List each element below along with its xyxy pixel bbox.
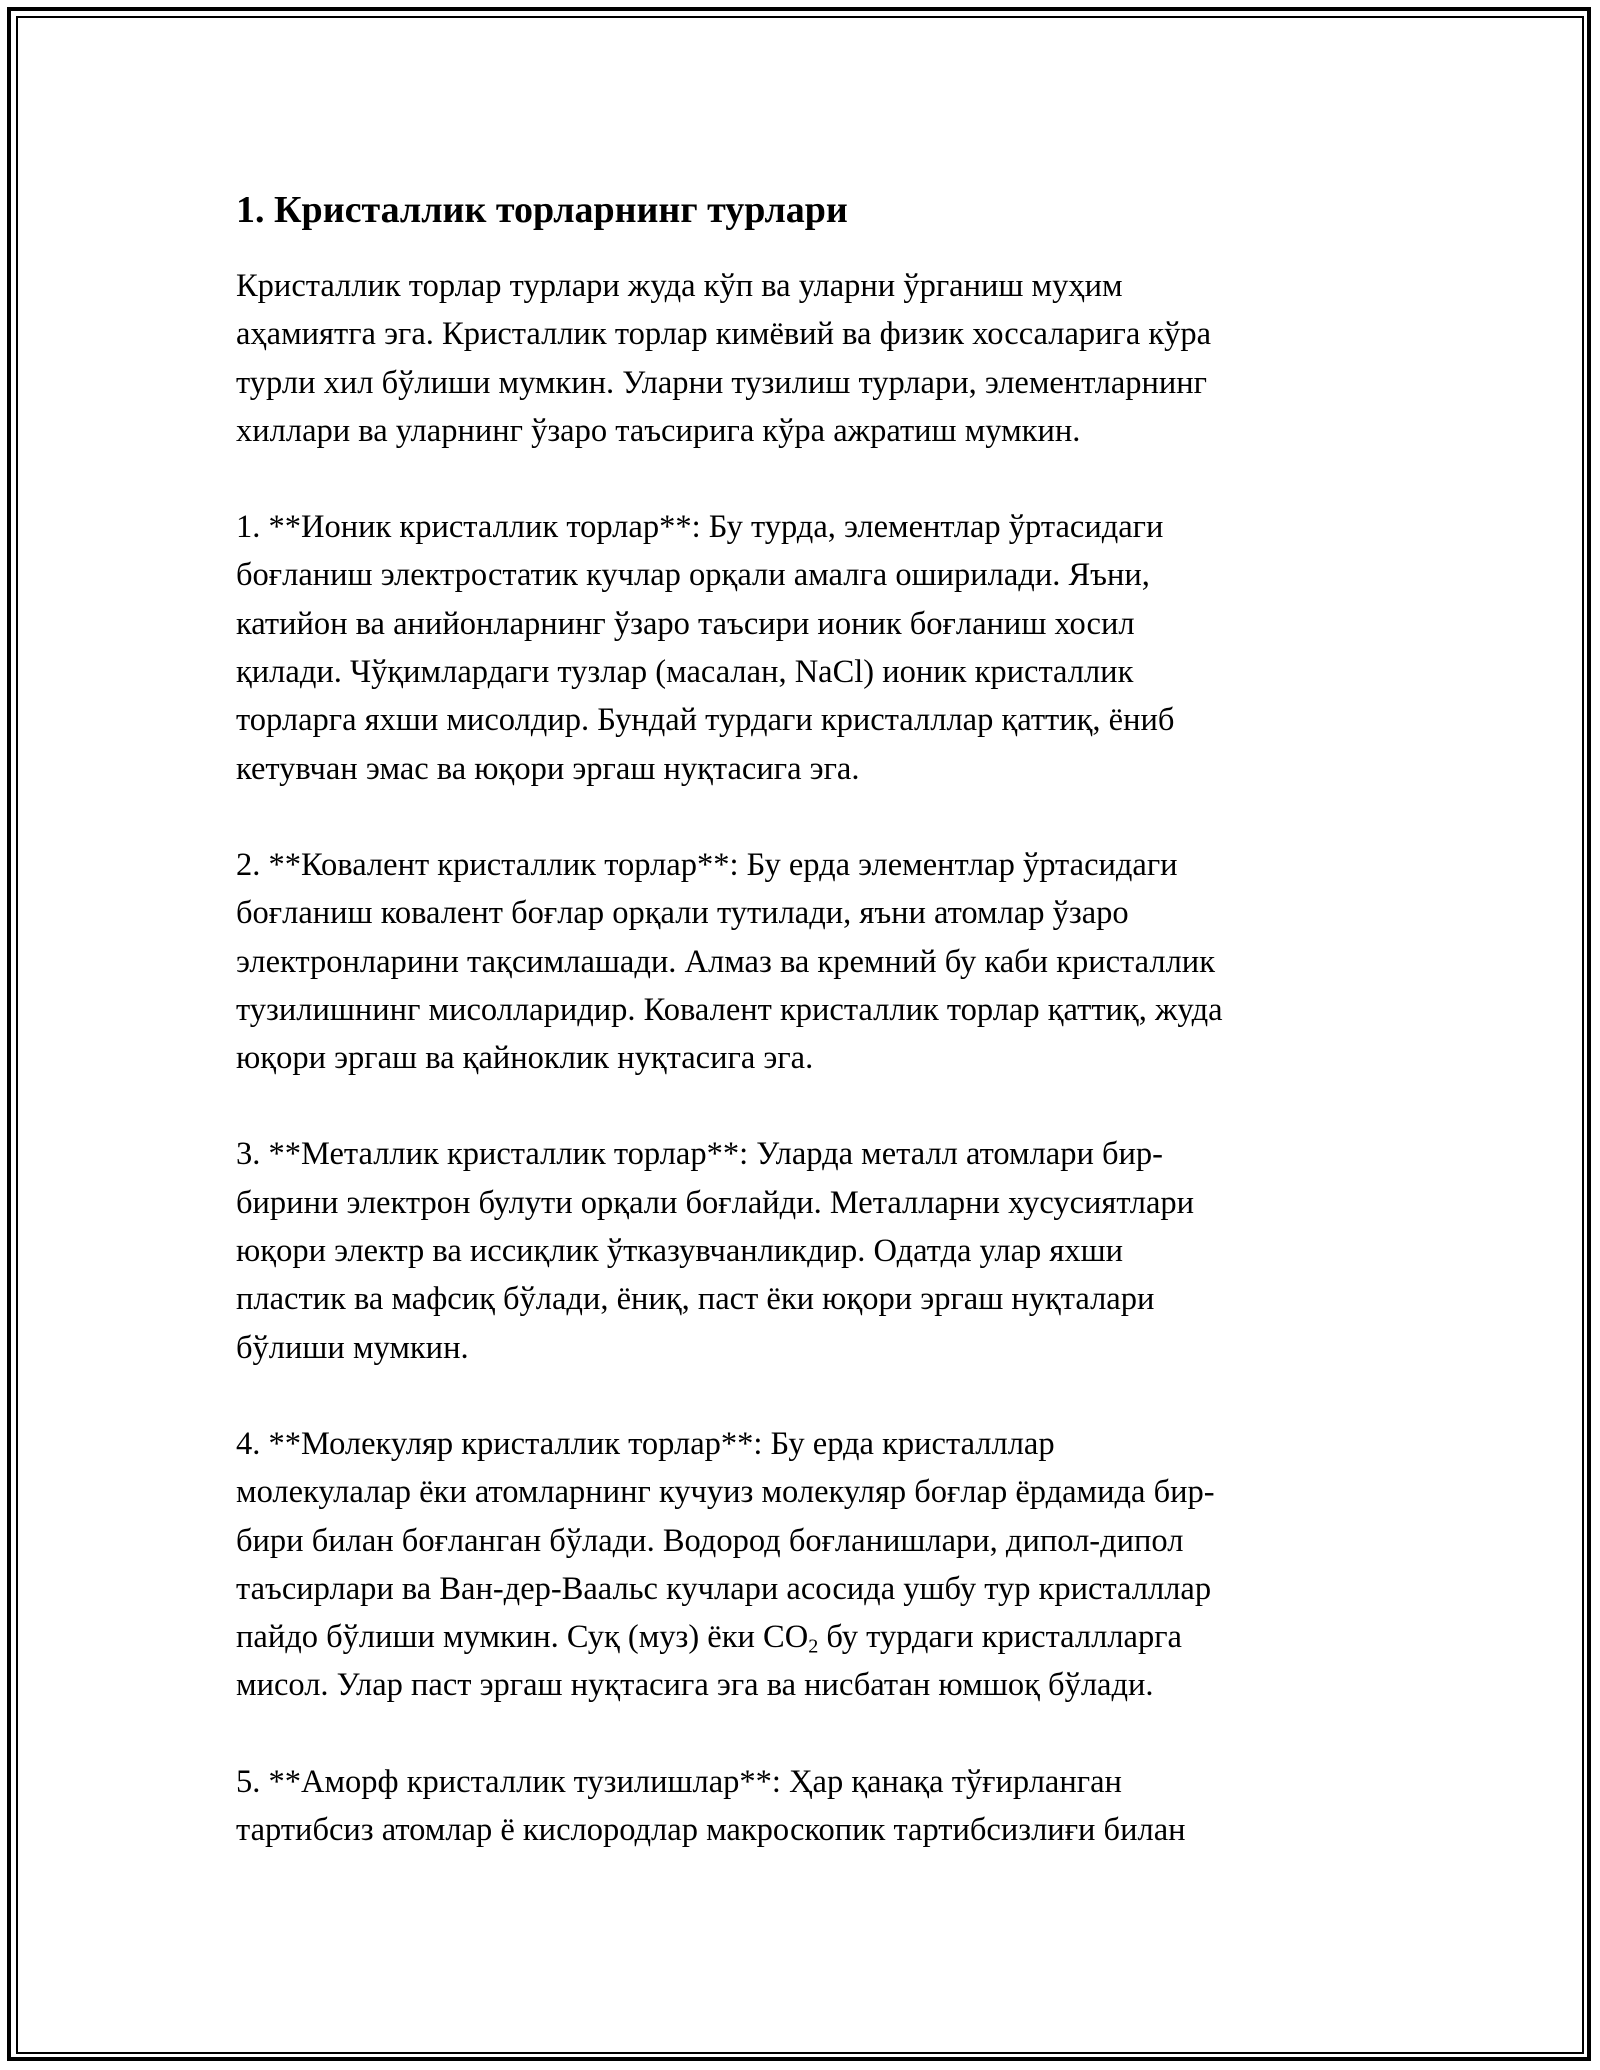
molecular-lattice-paragraph [236,1420,1366,1710]
text-line: юқори эргаш ва қайноклик нуқтасига эга. [236,1040,814,1077]
amorphous-structure-paragraph [236,1758,1366,1855]
text-line: пластик ва мафсиқ бўлади, ёниқ, паст ёки юқори эргаш нуқталари [236,1281,1155,1318]
text-line: 4. **Молекуляр кристаллик торлар**: Бу ерда кристалллар [236,1425,1055,1462]
text-line: кетувчан эмас ва юқори эргаш нуқтасига эга. [236,750,860,787]
ionic-lattice-paragraph [236,503,1366,793]
text-line: боғланиш электростатик кучлар орқали амалга оширилади. Яъни, [236,557,1150,594]
text-line: бўлиши мумкин. [236,1329,469,1366]
text-line: 5. **Аморф кристаллик тузилишлар**: Ҳар қанақа тўғирланган [236,1763,1122,1800]
text-line: хиллари ва уларнинг ўзаро таъсирига кўра ажратиш мумкин. [236,412,1081,449]
text-line: Кристаллик торлар турлари жуда кўп ва уларни ўрганиш муҳим [236,268,1123,304]
document-body [236,186,1366,1902]
intro-paragraph [236,262,1366,455]
text-line: бири билан боғланган бўлади. Водород боғланишлари, дипол-дипол [236,1522,1184,1559]
text-line: тартибсиз атомлар ё кислородлар макроскопик тартибсизлиғи билан [236,1812,1186,1849]
text-line: юқори электр ва иссиқлик ўтказувчанликдир. Одатда улар яхши [236,1233,1124,1270]
text-line: таъсирлари ва Ван-дер-Ваальс кучлари асосида ушбу тур кристалллар [236,1570,1212,1607]
section-heading: 1. Кристаллик торларнинг турлари [236,189,848,231]
text-line: мисол. Улар паст эргаш нуқтасига эга ва нисбатан юмшоқ бўлади. [236,1667,1154,1704]
co2-text-after: бу турдаги кристаллларга [818,1619,1182,1656]
text-line-co2 [236,1613,1366,1661]
text-line: тузилишнинг мисолларидир. Ковалент кристаллик торлар қаттиқ, жуда [236,991,1223,1028]
co2-subscript: 2 [808,1635,819,1658]
text-line: аҳамиятга эга. Кристаллик торлар кимёвий ва физик хоссаларига кўра [236,316,1212,353]
text-line: 3. **Металлик кристаллик торлар**: Уларда металл атомлари бир- [236,1136,1163,1173]
co2-text-before: пайдо бўлиши мумкин. Суқ (муз) ёки CO [236,1619,809,1656]
text-line: боғланиш ковалент боғлар орқали тутилади, яъни атомлар ўзаро [236,895,1129,932]
text-line: электронларини тақсимлашади. Алмаз ва кремний бу каби кристаллик [236,943,1215,980]
text-line: 1. **Ионик кристаллик торлар**: Бу турда, элементлар ўртасидаги [236,509,1164,546]
text-line: торларга яхши мисолдир. Бундай турдаги кристалллар қаттиқ, ёниб [236,702,1175,739]
text-line: бирини электрон булути орқали боғлайди. Металларни хусусиятлари [236,1184,1195,1221]
covalent-lattice-paragraph [236,841,1366,1082]
text-line: катийон ва анийонларнинг ўзаро таъсири ионик боғланиш хосил [236,605,1135,642]
metallic-lattice-paragraph [236,1130,1366,1371]
text-line: қилади. Чўқимлардаги тузлар (масалан, NaCl) ионик кристаллик [236,654,1134,691]
text-line: молекулалар ёки атомларнинг кучуиз молекуляр боғлар ёрдамида бир- [236,1474,1215,1511]
text-line: 2. **Ковалент кристаллик торлар**: Бу ерда элементлар ўртасидаги [236,846,1178,883]
text-line: турли хил бўлиши мумкин. Уларни тузилиш турлари, элементларнинг [236,364,1208,401]
